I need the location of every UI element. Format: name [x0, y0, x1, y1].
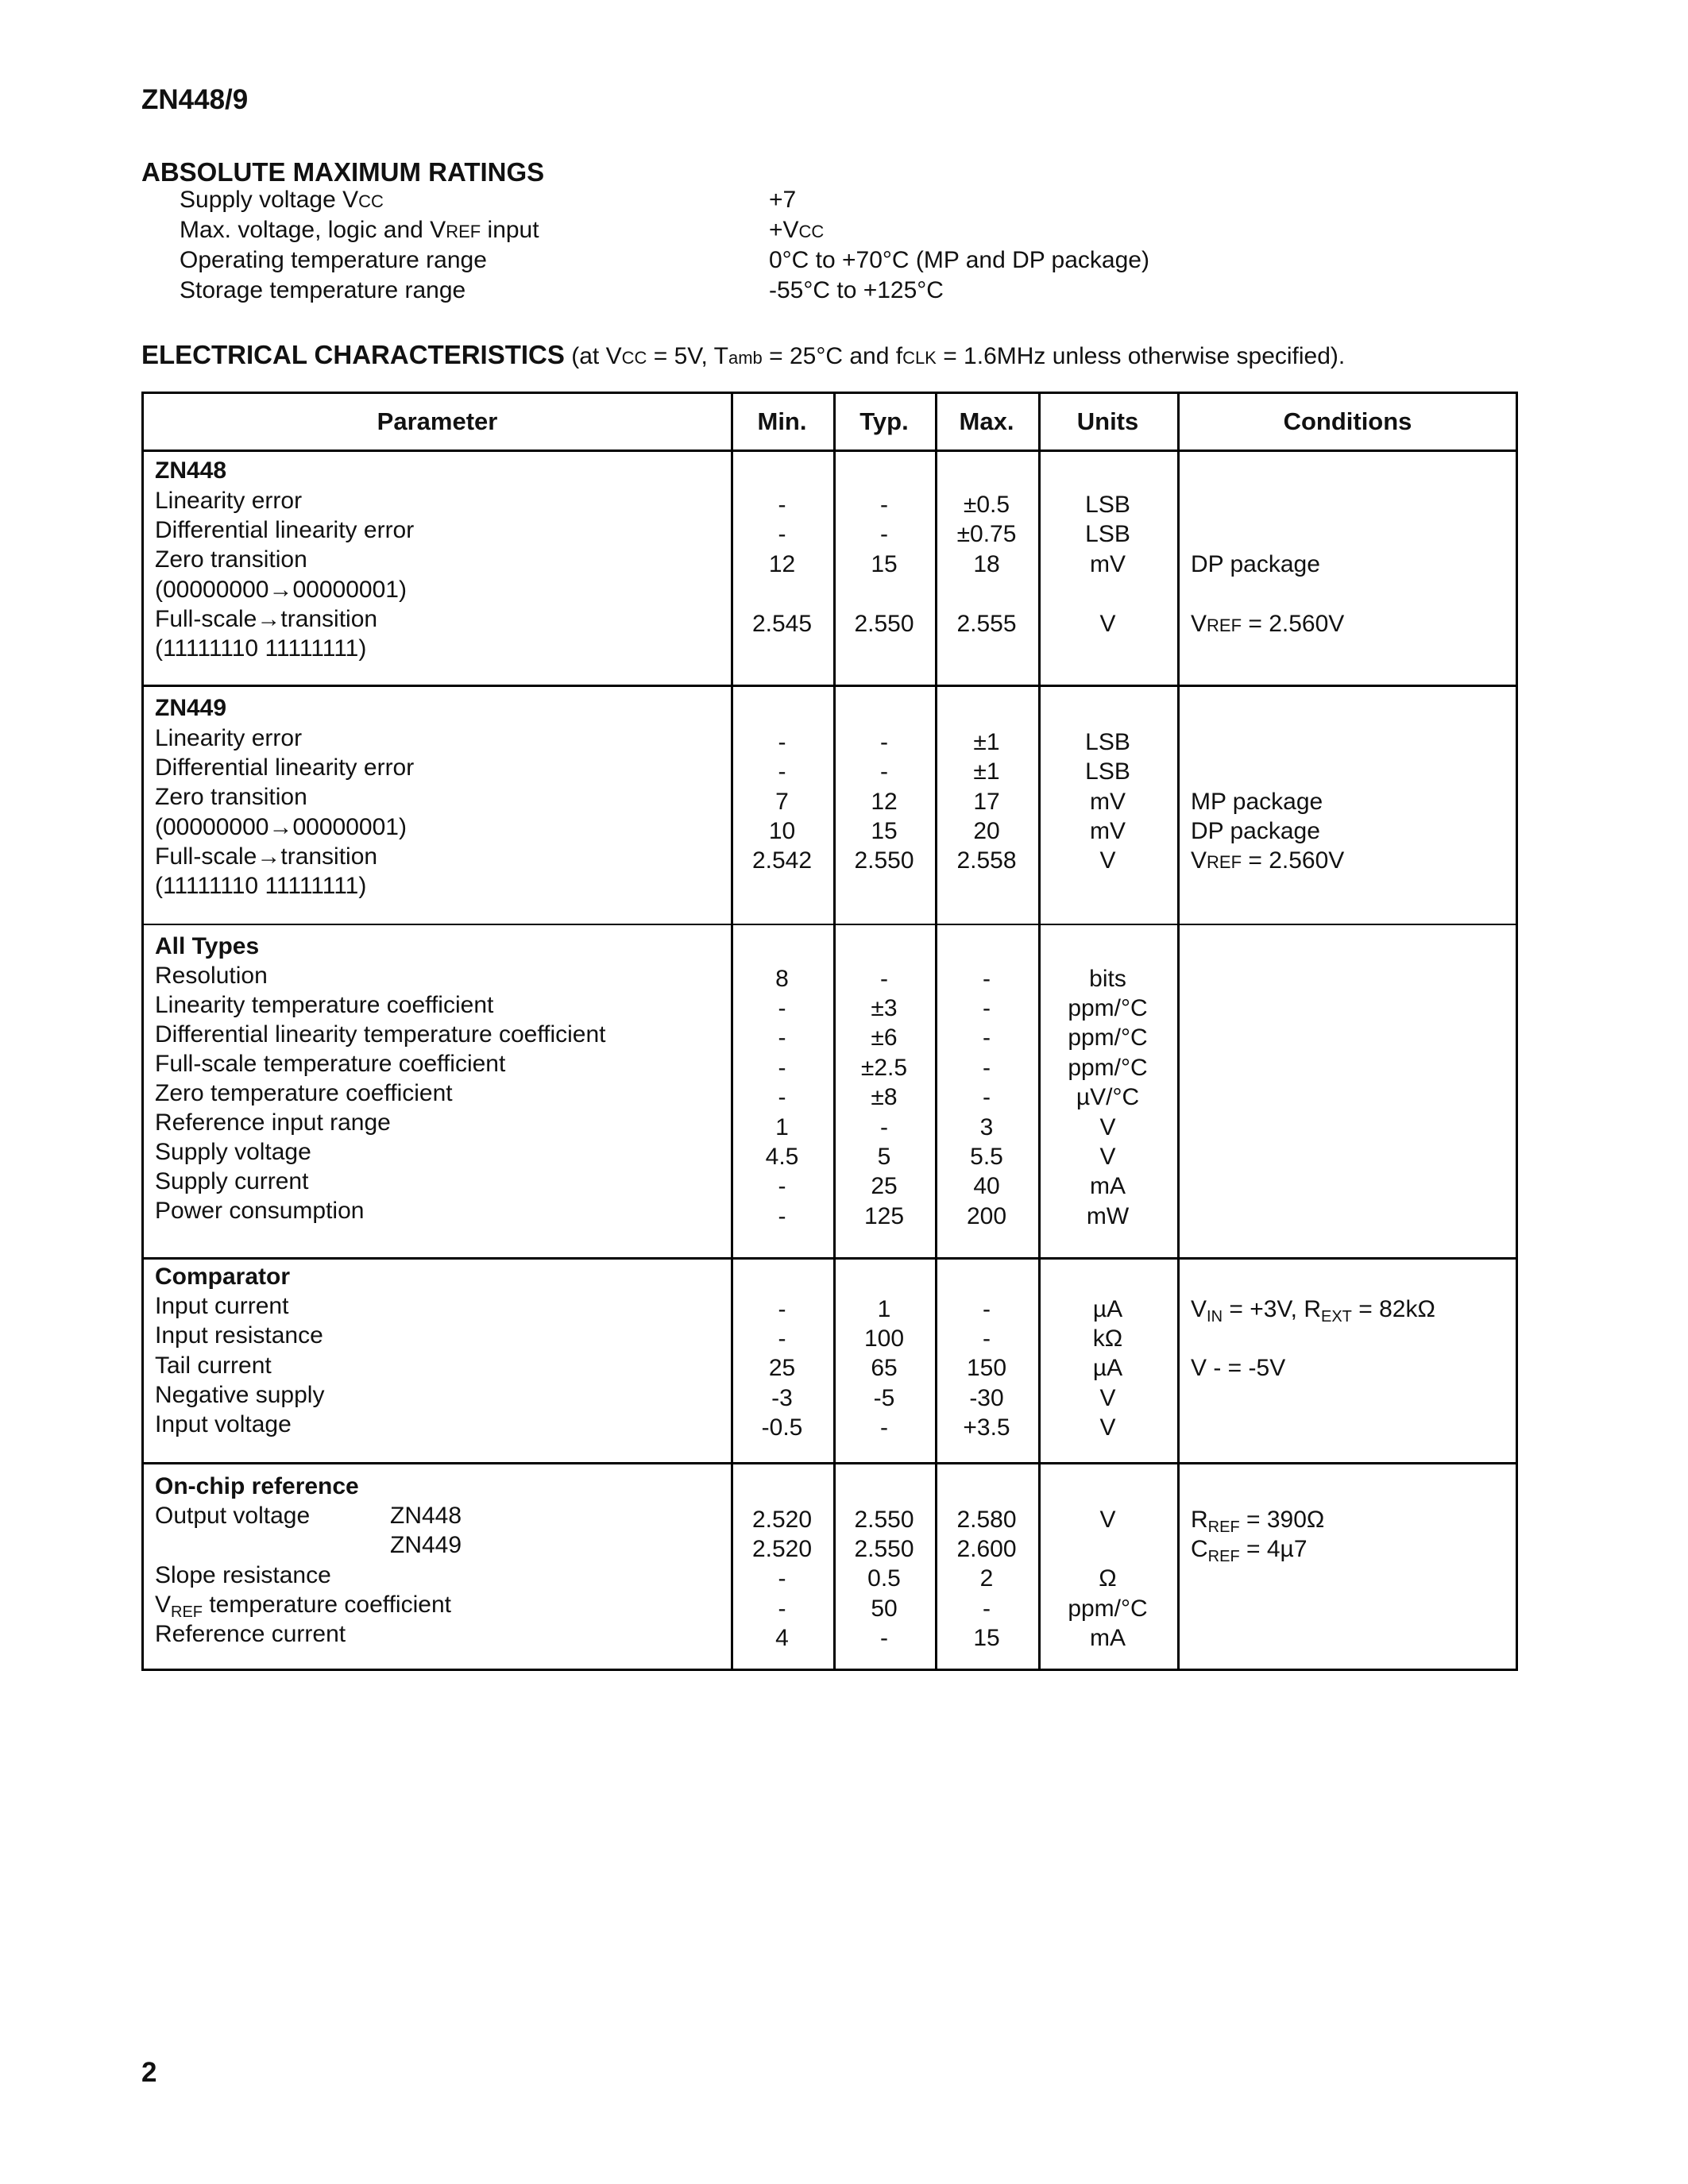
- max-value: 18: [973, 551, 1000, 577]
- rating-row-storage-temp: [180, 277, 1530, 307]
- max-value: -: [983, 1325, 991, 1352]
- section-zn448: [144, 451, 1516, 685]
- max-value: -: [983, 966, 991, 992]
- electrical-characteristics-table: [141, 392, 1518, 1671]
- units-value: mW: [1086, 1203, 1130, 1229]
- typ-value: 15: [871, 818, 898, 844]
- units-value: ppm/°C: [1068, 995, 1148, 1021]
- units-value: µV/°C: [1076, 1084, 1140, 1110]
- param-label: Full-scale temperature coefficient: [155, 1051, 506, 1077]
- typ-value: 100: [863, 1325, 905, 1352]
- condition-text: DP package: [1191, 551, 1320, 577]
- column-header-max: Max.: [959, 407, 1014, 435]
- typ-value: 2.550: [854, 1536, 914, 1562]
- section-zn449: [144, 686, 1516, 924]
- absolute-max-ratings-heading: ABSOLUTE MAXIMUM RATINGS: [141, 157, 545, 187]
- param-label: Input current: [155, 1293, 289, 1319]
- conditions-note: (at VCC = 5V, Tamb = 25°C and fCLK = 1.6MHz unless otherwise specified).: [564, 343, 1346, 369]
- typ-value: 2.550: [854, 847, 914, 874]
- electrical-characteristics-heading: ELECTRICAL CHARACTERISTICS (at VCC = 5V, Tamb = 25°C and fCLK = 1.6MHz unless otherwise specified).: [141, 340, 1346, 369]
- section-on-chip-reference: [144, 1464, 1516, 1671]
- max-value: ±0.5: [963, 492, 1010, 518]
- typ-value: ±6: [871, 1024, 898, 1051]
- typ-value: -: [880, 758, 888, 785]
- units-value: V: [1099, 1414, 1116, 1441]
- condition-text: $C_{REF} = 4\mu 7$: [1191, 1536, 1308, 1565]
- typ-value: -: [880, 1625, 888, 1651]
- param-label: (00000000→00000001): [155, 814, 407, 840]
- param-label: Power consumption: [155, 1198, 365, 1224]
- min-value: 10: [768, 818, 796, 844]
- max-value: -: [983, 1296, 991, 1322]
- typ-value: 15: [871, 551, 898, 577]
- max-value: +3.5: [963, 1414, 1010, 1441]
- units-value: mA: [1090, 1173, 1126, 1199]
- typ-value: -: [880, 521, 888, 547]
- min-value: -: [778, 1565, 786, 1592]
- max-value: 40: [973, 1173, 1000, 1199]
- page-number: 2: [141, 2057, 157, 2088]
- units-value: Ω: [1099, 1565, 1117, 1592]
- param-label: Differential linearity error: [155, 754, 415, 781]
- typ-value: ±3: [871, 995, 898, 1021]
- units-value: ppm/°C: [1068, 1024, 1148, 1051]
- units-value: kΩ: [1092, 1325, 1123, 1352]
- min-value: -: [778, 729, 786, 755]
- min-value: 2.542: [751, 847, 813, 874]
- column-header-parameter: Parameter: [377, 407, 498, 435]
- units-value: V: [1099, 1114, 1116, 1140]
- max-value: ±0.75: [956, 521, 1017, 547]
- condition-text: MP package: [1191, 789, 1323, 815]
- min-value: 8: [775, 966, 789, 992]
- units-value: mA: [1090, 1625, 1126, 1651]
- section-title: On-chip reference: [155, 1473, 359, 1499]
- rating-label: Storage temperature range: [180, 277, 466, 303]
- min-value: 25: [768, 1355, 796, 1381]
- min-value: -: [778, 521, 786, 547]
- max-value: 200: [966, 1203, 1007, 1229]
- typ-value: 2.550: [854, 611, 914, 637]
- max-value: 2.558: [956, 847, 1017, 874]
- param-label: Linearity temperature coefficient: [155, 992, 494, 1018]
- min-value: -: [778, 1203, 786, 1229]
- param-label: (11111110 11111111): [155, 635, 367, 662]
- min-value: -: [778, 1055, 786, 1081]
- min-value: -0.5: [761, 1414, 803, 1441]
- units-value: bits: [1089, 966, 1126, 992]
- typ-value: -: [880, 966, 888, 992]
- column-header-units: Units: [1076, 407, 1139, 435]
- typ-value: 125: [863, 1203, 905, 1229]
- units-value: LSB: [1085, 729, 1130, 755]
- units-value: mV: [1090, 818, 1126, 844]
- typ-value: -5: [873, 1385, 895, 1411]
- column-header-min: Min.: [757, 407, 807, 435]
- typ-value: -: [880, 1414, 888, 1441]
- section-comparator: [144, 1259, 1516, 1462]
- rating-label: Supply voltage VCC: [180, 187, 384, 213]
- rating-row-max-voltage: [180, 217, 1530, 247]
- column-header-typ: Typ.: [859, 407, 909, 435]
- param-label: Linearity error: [155, 725, 303, 751]
- param-label: Output voltage: [155, 1503, 311, 1529]
- condition-text: DP package: [1191, 818, 1320, 844]
- units-value: V: [1099, 1385, 1116, 1411]
- min-value: -: [778, 995, 786, 1021]
- param-label: Resolution: [155, 963, 268, 989]
- max-value: 15: [973, 1625, 1000, 1651]
- units-value: ppm/°C: [1068, 1055, 1148, 1081]
- units-value: V: [1099, 1507, 1116, 1533]
- units-value: ppm/°C: [1068, 1596, 1148, 1622]
- typ-value: 65: [871, 1355, 898, 1381]
- min-value: -: [778, 1325, 786, 1352]
- condition-text: $R_{REF} = 390\Omega$: [1191, 1507, 1325, 1536]
- section-title: Comparator: [155, 1264, 291, 1290]
- param-label: Negative supply: [155, 1382, 325, 1408]
- max-value: 3: [979, 1114, 994, 1140]
- max-value: -: [983, 1055, 991, 1081]
- rating-value: +VCC: [769, 217, 825, 243]
- condition-text: VREF = 2.560V: [1191, 611, 1345, 637]
- min-value: -: [778, 1596, 786, 1622]
- max-value: -: [983, 1024, 991, 1051]
- max-value: 17: [973, 789, 1000, 815]
- units-value: LSB: [1085, 492, 1130, 518]
- min-value: 7: [775, 789, 789, 815]
- units-value: µA: [1092, 1296, 1123, 1322]
- rating-row-operating-temp: [180, 247, 1530, 277]
- rating-row-supply-voltage: [180, 187, 1530, 217]
- column-header-conditions: Conditions: [1283, 407, 1412, 435]
- min-value: 2.545: [751, 611, 813, 637]
- typ-value: 25: [871, 1173, 898, 1199]
- param-label: Tail current: [155, 1352, 272, 1379]
- typ-value: 50: [871, 1596, 898, 1622]
- param-label: Input voltage: [155, 1411, 292, 1437]
- param-label: Full-scale→transition: [155, 843, 378, 870]
- max-value: ±1: [973, 758, 1000, 785]
- units-value: LSB: [1085, 521, 1130, 547]
- max-value: 2: [979, 1565, 994, 1592]
- param-label: Differential linearity temperature coefficient: [155, 1021, 606, 1048]
- typ-value: 2.550: [854, 1507, 914, 1533]
- section-title: ZN448: [155, 457, 227, 484]
- min-value: 2.520: [751, 1507, 813, 1533]
- document-title: ZN448/9: [141, 84, 249, 115]
- min-value: -: [778, 1024, 786, 1051]
- param-label: Zero temperature coefficient: [155, 1080, 453, 1106]
- condition-text: $V_{IN} = +3V$, $R_{EXT} = 82k\Omega$: [1191, 1296, 1435, 1325]
- rating-label: Operating temperature range: [180, 247, 487, 273]
- typ-value: -: [880, 1114, 888, 1140]
- param-label: $V_{REF}$ temperature coefficient: [155, 1592, 451, 1621]
- units-value: V: [1099, 1144, 1116, 1170]
- units-value: mV: [1090, 789, 1126, 815]
- typ-value: ±2.5: [860, 1055, 908, 1081]
- param-label: Reference input range: [155, 1109, 391, 1136]
- param-label: Reference current: [155, 1621, 346, 1647]
- param-label: Supply current: [155, 1168, 309, 1194]
- max-value: -: [983, 1084, 991, 1110]
- max-value: 150: [966, 1355, 1007, 1381]
- typ-value: 1: [877, 1296, 891, 1322]
- param-label: Input resistance: [155, 1322, 323, 1349]
- typ-value: -: [880, 492, 888, 518]
- max-value: -: [983, 1596, 991, 1622]
- min-value: 12: [768, 551, 796, 577]
- section-title: ZN449: [155, 695, 227, 721]
- typ-value: 0.5: [867, 1565, 901, 1592]
- rating-value: 0°C to +70°C (MP and DP package): [769, 247, 1149, 273]
- param-label: (11111110 11111111): [155, 873, 367, 899]
- param-label: Zero transition: [155, 546, 307, 573]
- condition-text: V - = -5V: [1191, 1355, 1286, 1381]
- min-value: -: [778, 758, 786, 785]
- max-value: 2.580: [956, 1507, 1017, 1533]
- part-label-zn448: ZN448: [390, 1503, 462, 1529]
- min-value: -: [778, 1173, 786, 1199]
- min-value: -: [778, 492, 786, 518]
- param-label: Zero transition: [155, 784, 307, 810]
- param-label: Slope resistance: [155, 1562, 331, 1588]
- min-value: -3: [771, 1385, 793, 1411]
- max-value: 2.555: [956, 611, 1017, 637]
- units-value: LSB: [1085, 758, 1130, 785]
- max-value: -: [983, 995, 991, 1021]
- param-label: Differential linearity error: [155, 517, 415, 543]
- condition-text: VREF = 2.560V: [1191, 847, 1345, 874]
- typ-value: 5: [877, 1144, 891, 1170]
- min-value: 1: [775, 1114, 789, 1140]
- min-value: 4.5: [765, 1144, 799, 1170]
- min-value: -: [778, 1296, 786, 1322]
- typ-value: 12: [871, 789, 898, 815]
- section-all-types: [144, 925, 1516, 1257]
- rating-label: Max. voltage, logic and VREF input: [180, 217, 539, 243]
- units-value: V: [1099, 847, 1116, 874]
- units-value: mV: [1090, 551, 1126, 577]
- section-title: All Types: [155, 933, 260, 959]
- param-label: Supply voltage: [155, 1139, 311, 1165]
- max-value: 5.5: [970, 1144, 1003, 1170]
- rating-value: +7: [769, 187, 797, 213]
- min-value: 4: [775, 1625, 789, 1651]
- min-value: -: [778, 1084, 786, 1110]
- rating-value: -55°C to +125°C: [769, 277, 944, 303]
- max-value: ±1: [973, 729, 1000, 755]
- units-value: V: [1099, 611, 1116, 637]
- typ-value: -: [880, 729, 888, 755]
- param-label: Full-scale→transition: [155, 606, 378, 632]
- part-label-zn449: ZN449: [390, 1532, 462, 1558]
- param-label: (00000000→00000001): [155, 577, 407, 603]
- param-label: Linearity error: [155, 488, 303, 514]
- max-value: 2.600: [956, 1536, 1017, 1562]
- units-value: µA: [1092, 1355, 1123, 1381]
- typ-value: ±8: [871, 1084, 898, 1110]
- max-value: -30: [969, 1385, 1004, 1411]
- max-value: 20: [973, 818, 1000, 844]
- min-value: 2.520: [751, 1536, 813, 1562]
